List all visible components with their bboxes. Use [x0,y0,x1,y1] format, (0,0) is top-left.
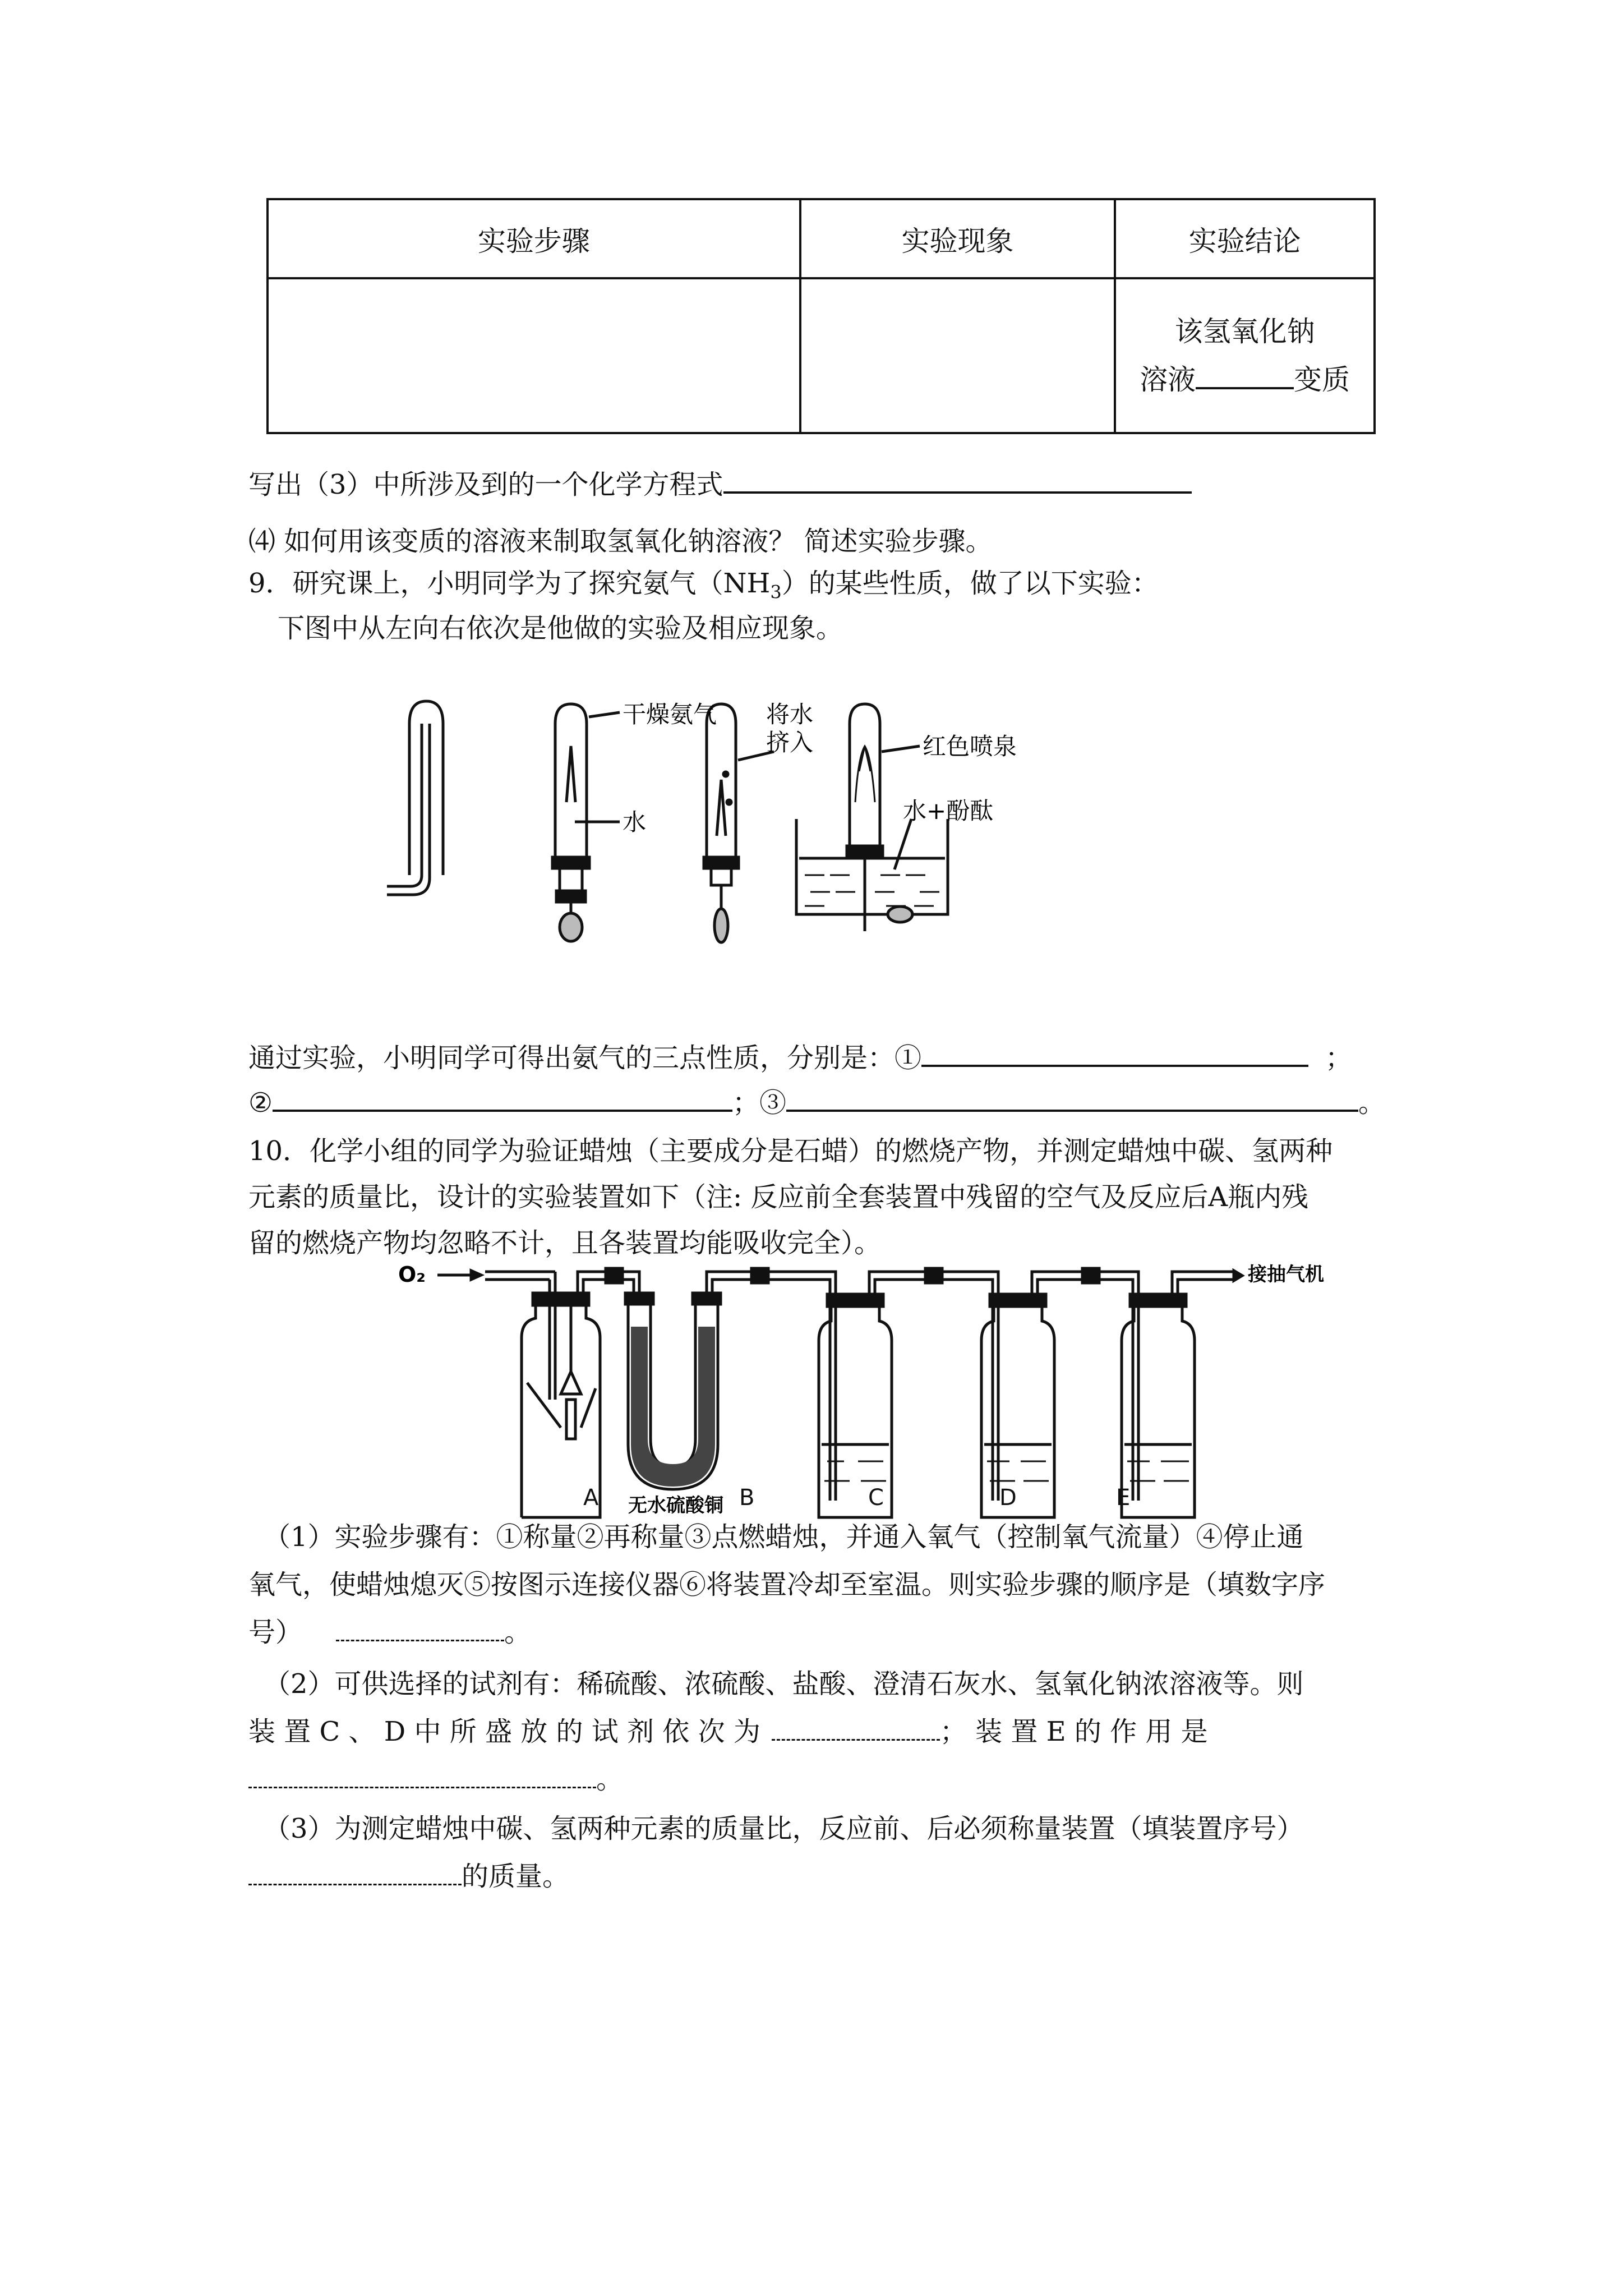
table-header-phenomena: 实验现象 [800,199,1115,278]
q9-properties-line1 [248,1040,1352,1075]
q8-equation-line [248,467,1192,501]
label-squeeze-1: 将水 [766,701,814,728]
tube4 [850,704,880,847]
q10-order-blank[interactable] [336,1617,504,1641]
q10-p3-line2 [248,1860,569,1893]
q8-part4: ⑷ 如何用该变质的溶液来制取氢氧化钠溶液？ 简述实验步骤。 [248,526,993,557]
q10-p1-line3 [248,1616,531,1649]
q10-line3: 留的燃烧产物均忽略不计，且各装置均能吸收完全）。 [248,1227,882,1259]
q10-p2-line2 [248,1715,1208,1749]
label-water: 水 [623,808,647,836]
tube2 [555,704,587,858]
tube1 [409,701,443,875]
apparatus-label-a: A [583,1485,599,1511]
q9-intro-sub: 3 [770,581,782,603]
q10-p3-line1: （3）为测定蜡烛中碳、氢两种元素的质量比，反应前、后必须称量装置（填装置序号） [264,1813,1304,1844]
q10-line1: 10．化学小组的同学为验证蜡烛（主要成分是石蜡）的燃烧产物，并测定蜡烛中碳、氢两种 [248,1135,1333,1167]
apparatus-label-b: B [739,1485,755,1511]
apparatus-label-c: C [868,1485,884,1511]
q10-p2-middle: ； 装 置 E 的 作 用 是 [939,1716,1208,1747]
q10-p1-line2: 氧气，使蜡烛熄灭⑤按图示连接仪器⑥将装置冷却至室温。则实验步骤的顺序是（填数字序 [248,1569,1326,1600]
experiment-table [266,198,1376,434]
q10-p3-end: 的质量。 [462,1861,570,1892]
conclusion-line2 [1116,356,1373,404]
q8-equation-blank[interactable] [723,467,1192,494]
conclusion-blank[interactable] [1196,362,1294,389]
q9-properties-line2 [248,1085,1385,1120]
q9-intro-text: 9．研究课上，小明同学为了探究氨气（NH [248,568,771,599]
q10-p1-line1: （1）实验步骤有：①称量②再称量③点燃蜡烛，并通入氧气（控制氧气流量）④停止通 [264,1521,1304,1553]
table-cell-phenomena[interactable] [800,278,1115,433]
q9-ammonia-figure [381,690,1166,959]
q9-properties-prompt: 通过实验，小明同学可得出氨气的三点性质，分别是：① [248,1042,922,1074]
q10-line2: 元素的质量比，设计的实验装置如下（注: 反应前全套装置中残留的空气及反应后A瓶内残 [248,1181,1309,1213]
q9-intro [248,567,1159,609]
q10-p2-line1: （2）可供选择的试剂有：稀硫酸、浓硫酸、盐酸、澄清石灰水、氢氧化钠浓溶液等。则 [264,1668,1304,1700]
label-o2: O₂ [398,1262,426,1287]
q10-reagent-blank[interactable] [772,1717,940,1741]
table-cell-steps[interactable] [268,278,800,433]
conclusion-pre: 溶液 [1140,364,1196,396]
q9-property-blank-2[interactable] [273,1085,732,1112]
q9-mark-2: ② [248,1087,273,1119]
q9-end: 。 [1358,1087,1386,1119]
q8-equation-prompt: 写出（3）中所涉及到的一个化学方程式 [248,469,723,500]
label-water-phenolphthalein: 水+酚酞 [903,797,994,825]
q10-p2-end: 。 [596,1764,624,1795]
q9-property-blank-1[interactable] [921,1040,1308,1067]
q10-p2-line3 [248,1763,623,1796]
label-dry-ammonia: 干燥氨气 [623,701,717,728]
apparatus-label-e: E [1116,1485,1131,1511]
q9-intro-end: ）的某些性质，做了以下实验： [781,568,1159,599]
q9-line2: 下图中从左向右依次是他做的实验及相应现象。 [278,613,843,644]
conclusion-line1: 该氢氧化钠 [1174,315,1315,348]
label-cuso4: 无水硫酸铜 [628,1494,723,1517]
q10-weigh-blank[interactable] [248,1861,462,1885]
q9-mark-3: ；③ [732,1087,787,1119]
apparatus-label-d: D [999,1485,1017,1511]
q10-p1-prefix: 号） [248,1617,303,1648]
table-header-steps: 实验步骤 [268,199,800,278]
q9-semicolon-1: ； [1325,1042,1353,1074]
conclusion-post: 变质 [1294,364,1350,396]
label-squeeze-2: 挤入 [766,729,814,756]
basin [796,819,948,914]
q10-role-blank[interactable] [248,1764,596,1788]
label-pump: 接抽气机 [1248,1263,1324,1286]
q10-p2-prefix: 装 置 C 、 D 中 所 盛 放 的 试 剂 依 次 为 [248,1716,760,1747]
q10-apparatus-figure [393,1259,1324,1517]
q10-p1-end: 。 [504,1617,532,1648]
q9-property-blank-3[interactable] [786,1085,1358,1112]
table-cell-conclusion [1115,278,1375,433]
table-header-conclusion: 实验结论 [1115,199,1375,278]
label-red-fountain: 红色喷泉 [923,733,1017,760]
